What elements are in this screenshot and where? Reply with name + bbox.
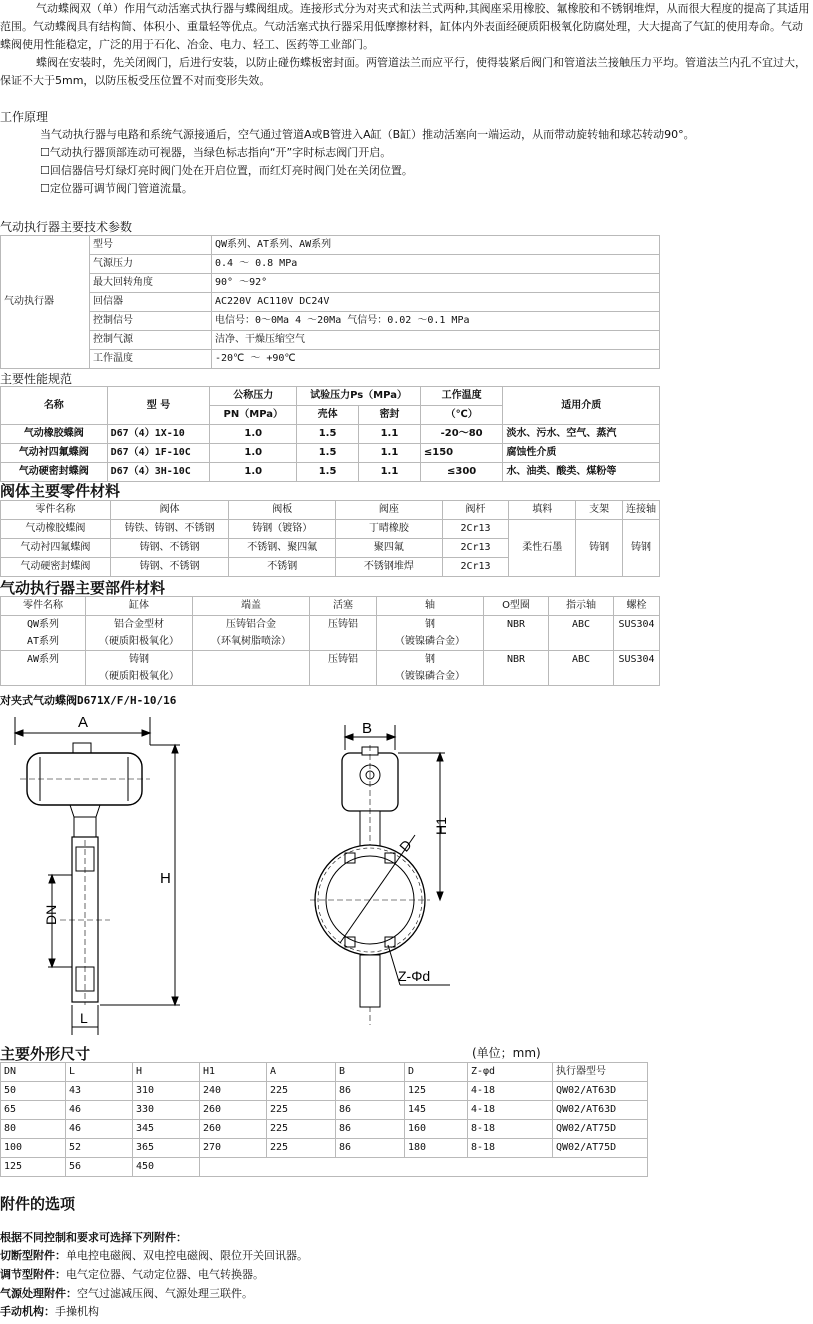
body-mat-head: 支架 [576, 501, 623, 520]
act-mat-series-at: AT系列 [26, 636, 60, 647]
perf-head-ps: 试验压力Ps（MPa） [297, 387, 421, 406]
principle-line-3: ☐回信器信号灯绿灯亮时阀门处在开启位置，而红灯亮时阀门处在关闭位置。 [40, 164, 413, 177]
dim-label-dn: DN [43, 904, 59, 925]
body-mat-cell: 铸钢（镀铬） [229, 520, 336, 539]
dim-label-a: A [78, 714, 89, 731]
act-mat-piston: 压铸铝 [310, 616, 377, 651]
body-mat-head: 阀板 [229, 501, 336, 520]
dims-cell: 8-18 [468, 1139, 553, 1158]
options-intro: 根据不同控制和要求可选择下列附件： [0, 1231, 187, 1244]
table-row [1, 444, 660, 463]
body-mat-packing: 柔性石墨 [509, 520, 576, 577]
dims-cell: QW02/AT75D [553, 1120, 648, 1139]
dims-cell: 240 [200, 1082, 267, 1101]
option-value: 电气定位器、气动定位器、电气转换器。 [66, 1268, 264, 1281]
params-key: 型号 [90, 236, 212, 255]
perf-cell-temp: -20～80 [420, 425, 503, 444]
act-mat-indicator: ABC [549, 616, 614, 651]
params-key: 工作温度 [90, 350, 212, 369]
body-mat-cell: 2Cr13 [442, 520, 509, 539]
dims-cell: 260 [200, 1120, 267, 1139]
dims-cell: 145 [405, 1101, 468, 1120]
table-row [1, 651, 660, 686]
act-mat-cylinder [86, 651, 193, 686]
act-mat-indicator: ABC [549, 651, 614, 686]
dims-cell: 365 [133, 1139, 200, 1158]
options-title: 附件的选项 [0, 1195, 76, 1213]
act-mat-endcap [193, 616, 310, 651]
dims-cell: 225 [267, 1101, 336, 1120]
act-mat-cyl-line2: （硬质阳极氧化） [99, 636, 179, 647]
act-mat-title: 气动执行器主要部件材料 [0, 579, 166, 597]
option-key: 切断型附件： [0, 1249, 66, 1262]
perf-cell-model: D67（4）1F-10C [107, 444, 210, 463]
table-row [1, 1101, 648, 1120]
body-mat-cell: 2Cr13 [442, 539, 509, 558]
act-mat-cyl-line1: 铸钢 [129, 654, 149, 665]
perf-cell-pn: 1.0 [210, 444, 297, 463]
front-view-drawing [300, 705, 500, 1040]
dim-label-l: L [80, 1010, 88, 1026]
dims-head: H [133, 1063, 200, 1082]
dims-title: 主要外形尺寸 [0, 1045, 91, 1063]
params-key: 回信器 [90, 293, 212, 312]
dims-head: DN [1, 1063, 66, 1082]
table-row [1, 1120, 648, 1139]
body-mat-shaft: 铸钢 [623, 520, 660, 577]
dims-head: A [267, 1063, 336, 1082]
act-mat-piston: 压铸铝 [310, 651, 377, 686]
params-table [0, 235, 660, 369]
perf-cell-seal: 1.1 [359, 463, 421, 482]
perf-head-model: 型 号 [107, 387, 210, 425]
body-mat-head: 阀杆 [442, 501, 509, 520]
body-mat-cell: 铸铁、铸钢、不锈钢 [110, 520, 229, 539]
perf-table [0, 386, 660, 482]
dims-cell: 86 [336, 1082, 405, 1101]
perf-cell-media: 水、油类、酸类、煤粉等 [503, 463, 660, 482]
option-item-manual [0, 1303, 99, 1321]
params-value: AC220V AC110V DC24V [212, 293, 660, 312]
perf-head-media: 适用介质 [503, 387, 660, 425]
dims-cell: 270 [200, 1139, 267, 1158]
dims-cell: 46 [66, 1120, 133, 1139]
dims-cell: 160 [405, 1120, 468, 1139]
act-mat-head: 端盖 [193, 597, 310, 616]
params-key: 气源压力 [90, 255, 212, 274]
body-mat-cell: 不锈钢、聚四氟 [229, 539, 336, 558]
act-mat-cylinder [86, 616, 193, 651]
dims-cell-empty [200, 1158, 648, 1177]
dims-cell: 100 [1, 1139, 66, 1158]
dims-cell: 310 [133, 1082, 200, 1101]
dims-cell: 46 [66, 1101, 133, 1120]
perf-head-temp-unit: （℃） [420, 406, 503, 425]
dims-cell: 80 [1, 1120, 66, 1139]
body-mat-bracket: 铸钢 [576, 520, 623, 577]
act-mat-head: 指示轴 [549, 597, 614, 616]
dims-cell: 4-18 [468, 1101, 553, 1120]
dims-head: B [336, 1063, 405, 1082]
act-mat-bolt: SUS304 [614, 651, 660, 686]
body-mat-head: 阀体 [110, 501, 229, 520]
perf-title: 主要性能规范 [0, 372, 73, 386]
option-value: 单电控电磁阀、双电控电磁阀、限位开关回讯器。 [66, 1249, 308, 1262]
table-row [1, 520, 660, 539]
body-mat-title: 阀体主要零件材料 [0, 482, 121, 500]
act-mat-head: O型圈 [484, 597, 549, 616]
body-mat-head: 填料 [509, 501, 576, 520]
perf-cell-temp: ≤300 [420, 463, 503, 482]
act-mat-head: 螺栓 [614, 597, 660, 616]
intro-paragraph-2: 蝶阀在安装时，先关闭阀门，后进行安装，以防止碰伤蝶板密封面。两管道法兰而应平行，使得装紧后阀门和管道法兰接触压力平均。管道法兰内孔不宜过大，保证不大于5mm，以防压板受压位置不对而变形失效。 [0, 56, 806, 87]
act-mat-head: 零件名称 [1, 597, 86, 616]
dims-head: D [405, 1063, 468, 1082]
perf-cell-model: D67（4）1X-10 [107, 425, 210, 444]
table-row [1, 1082, 648, 1101]
params-value: QW系列、AT系列、AW系列 [212, 236, 660, 255]
params-title: 气动执行器主要技术参数 [0, 220, 133, 234]
dims-cell: 86 [336, 1101, 405, 1120]
perf-cell-pn: 1.0 [210, 463, 297, 482]
dims-head: H1 [200, 1063, 267, 1082]
body-mat-head: 阀座 [336, 501, 443, 520]
side-view-drawing [0, 705, 200, 1040]
dims-cell: 43 [66, 1082, 133, 1101]
body-mat-cell: 铸钢、不锈钢 [110, 539, 229, 558]
perf-head-shell: 壳体 [297, 406, 359, 425]
params-key: 控制气源 [90, 331, 212, 350]
dims-table [0, 1062, 648, 1177]
principle-title: 工作原理 [0, 110, 49, 124]
principle-line-4: ☐定位器可调节阀门管道流量。 [40, 182, 193, 195]
perf-head-name: 名称 [1, 387, 108, 425]
option-item-shutoff [0, 1247, 308, 1265]
dims-cell: 225 [267, 1120, 336, 1139]
act-mat-oring: NBR [484, 651, 549, 686]
act-mat-cap-line2: （环氧树脂喷涂） [211, 636, 291, 647]
params-value: -20℃ ～ +90℃ [212, 350, 660, 369]
dims-cell: 8-18 [468, 1120, 553, 1139]
dims-cell: 260 [200, 1101, 267, 1120]
perf-cell-pn: 1.0 [210, 425, 297, 444]
body-mat-cell: 聚四氟 [336, 539, 443, 558]
dims-cell: 65 [1, 1101, 66, 1120]
act-mat-series [1, 616, 86, 651]
act-mat-head: 缸体 [86, 597, 193, 616]
params-group-label: 气动执行器 [1, 236, 90, 369]
option-item-air-treatment [0, 1285, 253, 1303]
perf-cell-temp: ≤150 [420, 444, 503, 463]
params-value: 洁净、干燥压缩空气 [212, 331, 660, 350]
body-mat-table [0, 500, 660, 577]
perf-cell-media: 淡水、污水、空气、蒸汽 [503, 425, 660, 444]
body-mat-head: 连接轴 [623, 501, 660, 520]
body-mat-cell: 不锈钢 [229, 558, 336, 577]
perf-head-temp: 工作温度 [420, 387, 503, 406]
dims-cell: 225 [267, 1082, 336, 1101]
dim-label-d: D [396, 836, 415, 855]
principle-line-1: 当气动执行器与电路和系统气源接通后，空气通过管道A或B管进入A缸（B缸）推动活塞向一端运动，从而带动旋转轴和球芯转动90°。 [40, 128, 695, 141]
option-key: 气源处理附件： [0, 1287, 77, 1300]
act-mat-shaft-line2: （镀镍磷合金） [395, 636, 465, 647]
body-mat-cell: 气动橡胶蝶阀 [1, 520, 111, 539]
intro-paragraph-1: 气动蝶阀双（单）作用气动活塞式执行器与蝶阀组成。连接形式分为对夹式和法兰式两种,其阀座采用橡胶、氟橡胶和不锈钢堆焊，从而很大程度的提高了其适用范围。气动蝶阀具有结构简、体积小、重量轻等优点。气动活塞式执行器采用低摩擦材料，缸体内外表面经硬质阳极氧化防腐处理，大大提高了气缸的使用寿命。气动蝶阀使用性能稳定，广泛的用于石化、冶金、电力、轻工、医药等工业部门。 [0, 2, 810, 51]
act-mat-head: 活塞 [310, 597, 377, 616]
dims-head: 执行器型号 [553, 1063, 648, 1082]
perf-cell-media: 腐蚀性介质 [503, 444, 660, 463]
dims-cell: QW02/AT63D [553, 1101, 648, 1120]
dims-unit: (单位；mm) [472, 1046, 541, 1060]
perf-cell-model: D67（4）3H-10C [107, 463, 210, 482]
option-item-regulating [0, 1266, 264, 1284]
dims-cell: QW02/AT75D [553, 1139, 648, 1158]
perf-cell-seal: 1.1 [359, 425, 421, 444]
body-mat-cell: 丁晴橡胶 [336, 520, 443, 539]
dims-cell: 86 [336, 1120, 405, 1139]
params-value: 0.4 ～ 0.8 MPa [212, 255, 660, 274]
perf-cell-name: 气动硬密封蝶阀 [1, 463, 108, 482]
perf-head-pn-unit: PN（MPa） [210, 406, 297, 425]
dims-cell: 330 [133, 1101, 200, 1120]
drawing-title: 对夹式气动蝶阀D671X/F/H-10/16 [0, 694, 177, 707]
params-value: 90° ～92° [212, 274, 660, 293]
act-mat-bolt: SUS304 [614, 616, 660, 651]
dims-cell: 450 [133, 1158, 200, 1177]
act-mat-shaft [377, 616, 484, 651]
dim-label-h: H [160, 870, 171, 887]
body-mat-cell: 气动硬密封蝶阀 [1, 558, 111, 577]
dims-cell: 125 [405, 1082, 468, 1101]
option-key: 调节型附件： [0, 1268, 66, 1281]
act-mat-head: 轴 [377, 597, 484, 616]
act-mat-shaft-line1: 钢 [425, 654, 435, 665]
table-row [1, 616, 660, 651]
dims-cell: 52 [66, 1139, 133, 1158]
act-mat-series-qw: QW系列 [26, 619, 60, 630]
params-key: 控制信号 [90, 312, 212, 331]
table-row [1, 425, 660, 444]
act-mat-endcap-empty [193, 651, 310, 686]
dim-label-h1: H1 [433, 817, 449, 835]
perf-cell-name: 气动衬四氟蝶阀 [1, 444, 108, 463]
dims-head: Z-φd [468, 1063, 553, 1082]
dims-cell: 345 [133, 1120, 200, 1139]
perf-cell-name: 气动橡胶蝶阀 [1, 425, 108, 444]
act-mat-series-aw: AW系列 [1, 651, 86, 686]
dims-cell: 225 [267, 1139, 336, 1158]
dims-cell: 125 [1, 1158, 66, 1177]
act-mat-cyl-line2: （硬质阳极氧化） [99, 671, 179, 682]
perf-cell-seal: 1.1 [359, 444, 421, 463]
act-mat-shaft [377, 651, 484, 686]
act-mat-shaft-line1: 钢 [425, 619, 435, 630]
body-mat-head: 零件名称 [1, 501, 111, 520]
dims-cell: 86 [336, 1139, 405, 1158]
dim-label-b: B [362, 720, 373, 737]
act-mat-table [0, 596, 660, 686]
body-mat-cell: 气动衬四氟蝶阀 [1, 539, 111, 558]
table-row [1, 463, 660, 482]
perf-head-pn: 公称压力 [210, 387, 297, 406]
option-key: 手动机构： [0, 1305, 55, 1318]
dims-cell: 180 [405, 1139, 468, 1158]
option-value: 空气过滤减压阀、气源处理三联件。 [77, 1287, 253, 1300]
dims-cell: 50 [1, 1082, 66, 1101]
perf-cell-shell: 1.5 [297, 463, 359, 482]
perf-head-seal: 密封 [359, 406, 421, 425]
dims-cell: QW02/AT63D [553, 1082, 648, 1101]
table-row [1, 1158, 648, 1177]
params-value: 电信号：0～0Ma 4 ～20Ma 气信号：0.02 ～0.1 MPa [212, 312, 660, 331]
dim-label-z: Z-Φd [398, 968, 431, 984]
act-mat-cyl-line1: 铝合金型材 [114, 619, 164, 630]
params-key: 最大回转角度 [90, 274, 212, 293]
perf-cell-shell: 1.5 [297, 444, 359, 463]
perf-cell-shell: 1.5 [297, 425, 359, 444]
dims-cell: 4-18 [468, 1082, 553, 1101]
body-mat-cell: 不锈钢堆焊 [336, 558, 443, 577]
dims-cell: 56 [66, 1158, 133, 1177]
act-mat-cap-line1: 压铸铝合金 [226, 619, 276, 630]
dims-head: L [66, 1063, 133, 1082]
option-value: 手操机构 [55, 1305, 99, 1318]
body-mat-cell: 2Cr13 [442, 558, 509, 577]
act-mat-oring: NBR [484, 616, 549, 651]
table-row [1, 1139, 648, 1158]
act-mat-shaft-line2: （镀镍磷合金） [395, 671, 465, 682]
principle-line-2: ☐气动执行器顶部连动可视器，当绿色标志指向“开”字时标志阀门开启。 [40, 146, 392, 159]
body-mat-cell: 铸钢、不锈钢 [110, 558, 229, 577]
